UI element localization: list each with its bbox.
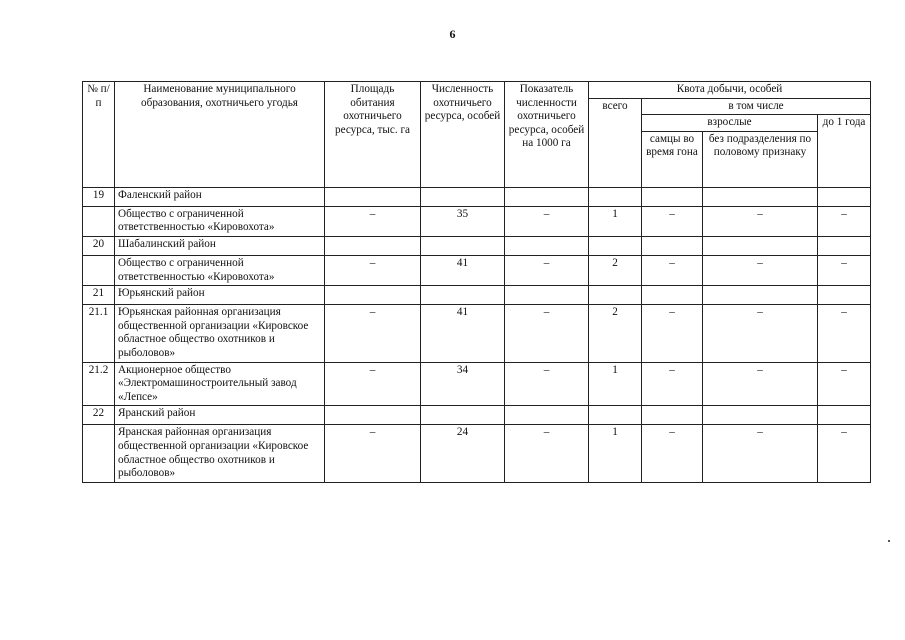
cell-name: Акционерное общество «Электромашиностроительный завод «Лепсе» <box>115 362 325 406</box>
cell-empty <box>642 236 703 255</box>
cell-empty <box>421 187 505 206</box>
cell-empty <box>589 187 642 206</box>
cell-area: – <box>325 255 421 285</box>
quota-table <box>82 81 871 483</box>
cell-nosex: – <box>703 362 818 406</box>
cell-empty <box>818 236 871 255</box>
cell-total: 1 <box>589 362 642 406</box>
cell-count: 35 <box>421 206 505 236</box>
cell-num: 20 <box>83 236 115 255</box>
cell-total: 2 <box>589 255 642 285</box>
cell-num: 19 <box>83 187 115 206</box>
cell-density: – <box>505 305 589 362</box>
cell-nosex: – <box>703 255 818 285</box>
cell-empty <box>325 187 421 206</box>
cell-empty <box>818 406 871 425</box>
cell-num <box>83 425 115 482</box>
cell-name: Общество с ограниченной ответственностью «Кировохота» <box>115 255 325 285</box>
header-name: Наименование муниципального образования, охотничьего угодья <box>115 82 325 188</box>
table-body <box>83 187 871 482</box>
cell-name: Шабалинский район <box>115 236 325 255</box>
district-row <box>83 236 871 255</box>
cell-young: – <box>818 362 871 406</box>
table-row <box>83 305 871 362</box>
cell-empty <box>589 286 642 305</box>
cell-count: 24 <box>421 425 505 482</box>
cell-empty <box>818 286 871 305</box>
cell-young: – <box>818 425 871 482</box>
cell-males: – <box>642 206 703 236</box>
cell-name: Общество с ограниченной ответственностью «Кировохота» <box>115 206 325 236</box>
cell-count: 41 <box>421 305 505 362</box>
district-row <box>83 286 871 305</box>
table-row <box>83 362 871 406</box>
cell-name: Фаленский район <box>115 187 325 206</box>
cell-empty <box>818 187 871 206</box>
header-area: Площадь обитания охотничьего ресурса, тыс. га <box>325 82 421 188</box>
page-number: 6 <box>449 27 456 41</box>
district-row <box>83 406 871 425</box>
cell-area: – <box>325 425 421 482</box>
header-under1: до 1 года <box>818 115 871 188</box>
cell-males: – <box>642 255 703 285</box>
cell-empty <box>325 286 421 305</box>
header-count: Численность охотничьего ресурса, особей <box>421 82 505 188</box>
cell-nosex: – <box>703 305 818 362</box>
header-adults: взрослые <box>642 115 818 132</box>
cell-empty <box>589 406 642 425</box>
cell-empty <box>505 236 589 255</box>
cell-name: Юрьянский район <box>115 286 325 305</box>
header-males-rut: самцы во время гона <box>642 131 703 187</box>
cell-empty <box>703 406 818 425</box>
header-including: в том числе <box>642 98 871 115</box>
cell-empty <box>703 286 818 305</box>
cell-name: Юрьянская районная организация общественной организации «Кировское областное общество охотников и рыболовов» <box>115 305 325 362</box>
cell-area: – <box>325 305 421 362</box>
cell-name: Яранский район <box>115 406 325 425</box>
cell-total: 2 <box>589 305 642 362</box>
table-row <box>83 255 871 285</box>
cell-count: 41 <box>421 255 505 285</box>
table-row <box>83 206 871 236</box>
cell-count: 34 <box>421 362 505 406</box>
cell-empty <box>325 236 421 255</box>
cell-empty <box>505 187 589 206</box>
cell-area: – <box>325 362 421 406</box>
cell-empty <box>505 286 589 305</box>
cell-num <box>83 206 115 236</box>
cell-nosex: – <box>703 425 818 482</box>
cell-total: 1 <box>589 425 642 482</box>
cell-num <box>83 255 115 285</box>
cell-empty <box>421 236 505 255</box>
cell-density: – <box>505 362 589 406</box>
header-density: Показатель численности охотничьего ресурса, особей на 1000 га <box>505 82 589 188</box>
cell-young: – <box>818 255 871 285</box>
cell-num: 22 <box>83 406 115 425</box>
district-row <box>83 187 871 206</box>
cell-males: – <box>642 425 703 482</box>
cell-young: – <box>818 206 871 236</box>
table-row <box>83 425 871 482</box>
cell-num: 21 <box>83 286 115 305</box>
cell-density: – <box>505 255 589 285</box>
cell-empty <box>642 286 703 305</box>
cell-males: – <box>642 305 703 362</box>
header-num: № п/п <box>83 82 115 188</box>
cell-empty <box>505 406 589 425</box>
header-no-sex: без подразделения по половому признаку <box>703 131 818 187</box>
table-header <box>83 82 871 188</box>
cell-density: – <box>505 425 589 482</box>
cell-nosex: – <box>703 206 818 236</box>
cell-empty <box>421 406 505 425</box>
cell-num: 21.1 <box>83 305 115 362</box>
cell-empty <box>642 406 703 425</box>
cell-name: Яранская районная организация общественной организации «Кировское областное общество охотников и рыболовов» <box>115 425 325 482</box>
cell-area: – <box>325 206 421 236</box>
cell-num: 21.2 <box>83 362 115 406</box>
cell-empty <box>703 236 818 255</box>
cell-empty <box>703 187 818 206</box>
scan-speck <box>888 540 890 542</box>
cell-density: – <box>505 206 589 236</box>
cell-total: 1 <box>589 206 642 236</box>
cell-empty <box>421 286 505 305</box>
header-quota: Квота добычи, особей <box>589 82 871 99</box>
cell-males: – <box>642 362 703 406</box>
cell-empty <box>589 236 642 255</box>
cell-empty <box>325 406 421 425</box>
cell-empty <box>642 187 703 206</box>
cell-young: – <box>818 305 871 362</box>
header-total: всего <box>589 98 642 187</box>
